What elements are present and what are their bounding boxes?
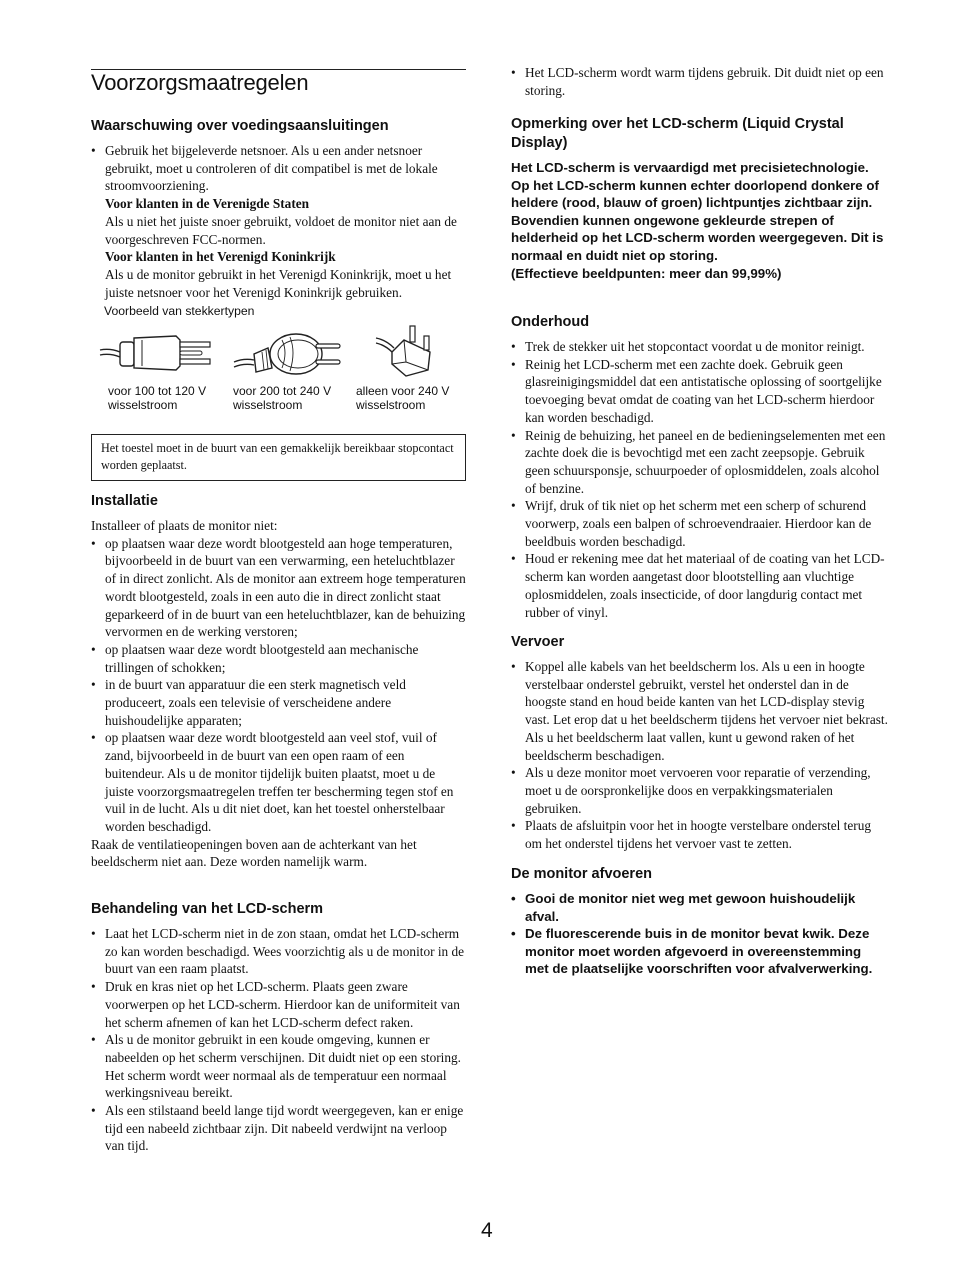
power-section [91,117,466,301]
install-intro: Installeer of plaats de monitor niet: [91,518,278,533]
install-section [91,492,466,871]
disposal-bullet: • De fluorescerende buis in de monitor bevat kwik. Deze monitor moet worden afgevoerd in overeenstemming met de plaatselijke voorschriften voor afvalverwerking. [511,925,888,978]
handling-bullet: • Het LCD-scherm wordt warm tijdens gebruik. Dit duidt niet op een storing. [511,64,888,99]
uk-heading: Voor klanten in het Verenigd Koninkrijk [105,249,336,265]
maintenance-bullet: • Reinig de behuizing, het paneel en de bedieningselementen met een zachte doek die is bevochtigd met een zacht zeepsopje. Gebruik geen schuursponsje, schuurpoeder of oplosmiddelen, zoals alcohol of benzine. [511,427,888,498]
disposal-section [511,865,888,978]
install-bullet: • op plaatsen waar deze wordt blootgesteld aan veel stof, vuil of zand, bijvoorbeeld in de buurt van een open raam of een buitendeur. Als u de monitor tijdelijk buiten plaatst, moet u de juiste voorzorgsmaatregelen treffen ter bescherming tegen stof en vuil in de lucht. Als u dit niet doet, kan het toestel onherstelbaar worden beschadigd. [91,729,466,835]
plug-caption: Voorbeeld van stekkertypen [104,304,255,318]
transport-bullet: • Plaats de afsluitpin voor het in hoogte verstelbare onderstel terug om het onderstel tijdens het vervoer vast te zetten. [511,817,888,852]
power-bullet: • Gebruik het bijgeleverde netsnoer. Als u een ander netsnoer gebruikt, moet u controleren of dit compatibel is met de lokale stroomvoorziening. [91,142,466,195]
handling-bullet: • Als een stilstaand beeld lange tijd wordt weergegeven, kan er enige tijd een nabeeld zichtbaar zijn. Dit nabeeld verdwijnt na verloop van tijd. [91,1102,466,1155]
install-bullet: • op plaatsen waar deze wordt blootgesteld aan hoge temperaturen, bijvoorbeeld in de buurt van een verwarming, een heteluchtblazer of in direct zonlicht. Als de monitor aan extreem hoge temperaturen wordt blootgesteld, zoals in een auto die in direct zonlicht staat geparkeerd of in de buurt van een heteluchtblazer, kan de behuizing vervormen en de werking verstoren; [91,535,466,641]
transport-heading: Vervoer [511,634,565,650]
plug-label-uk: alleen voor 240 V wisselstroom [356,384,450,412]
install-outro: Raak de ventilatieopeningen boven aan de achterkant van het beeldscherm niet aan. Deze worden namelijk warm. [91,836,417,870]
maintenance-heading: Onderhoud [511,314,590,330]
page-title: Voorzorgsmaatregelen [91,70,309,95]
install-bullet: • op plaatsen waar deze wordt blootgesteld aan mechanische trillingen of schokken; [91,641,466,676]
plug-label-us: voor 100 tot 120 V wisselstroom [108,384,207,412]
page-number: 4 [481,1219,493,1242]
lcd-note-heading: Opmerking over het LCD-scherm (Liquid Crystal Display) [511,116,844,151]
note-box: Het toestel moet in de buurt van een gemakkelijk bereikbaar stopcontact worden geplaatst. [91,434,466,481]
handling-heading: Behandeling van het LCD-scherm [91,901,324,917]
plug-eu-icon [232,322,347,382]
install-bullet: • in de buurt van apparatuur die een sterk magnetisch veld produceert, zoals een televisie of verscheidene andere huishoudelijke apparaten; [91,676,466,729]
transport-bullet: • Als u deze monitor moet vervoeren voor reparatie of verzending, moet u de oorspronkelijke doos en verpakkingsmaterialen gebruiken. [511,764,888,817]
maintenance-bullet: • Reinig het LCD-scherm met een zachte doek. Gebruik geen glasreinigingsmiddel dat een antistatische oplossing of soortgelijke toevoeging bevat omdat de coating van het LCD-scherm hierdoor kan worden beschadigd. [511,356,888,427]
handling-bullet: • Als u de monitor gebruikt in een koude omgeving, kunnen er nabeelden op het scherm verschijnen. Dit duidt niet op een storing. Het scherm wordt weer normaal als de temperatuur een normaal werkingsniveau bereikt. [91,1031,466,1102]
lcd-note-body: Het LCD-scherm is vervaardigd met precisietechnologie. Op het LCD-scherm kunnen echter doorlopend donkere of heldere (rood, blauw of groen) lichtpuntjes zichtbaar zijn. Bovendien kunnen ongewone gekleurde strepen of helderheid op het LCD-scherm worden weergegeven. Dit is normaal en duidt niet op storing. [511,160,884,263]
us-text: Als u niet het juiste snoer gebruikt, voldoet de monitor niet aan de voorgeschreven FCC-normen. [105,213,457,247]
maintenance-section [511,313,888,621]
uk-text: Als u de monitor gebruikt in het Verenigd Koninkrijk, moet u het juiste netsnoer voor het Verenigd Koninkrijk gebruiken. [105,266,452,300]
handling-bullet: • Laat het LCD-scherm niet in de zon staan, omdat het LCD-scherm zo kan worden beschadigd. Wees voorzichtig als u de monitor in de buurt van een raam plaatst. [91,925,466,978]
install-heading: Installatie [91,493,158,509]
transport-section [511,633,888,853]
plug-uk-icon [372,322,442,382]
transport-bullet: • Koppel alle kabels van het beeldscherm los. Als u een in hoogte verstelbaar onderstel gebruikt, verstel het onderstel dan in de hoogste stand en houd beide kanten van het LCD-display stevig vast. Let erop dat u het beeldscherm tijdens het vervoer niet bekrast. Als u het beeldscherm laat vallen, kunt u gewond raken of het beeldscherm beschadigen. [511,658,888,764]
maintenance-bullet: • Houd er rekening mee dat het materiaal of de coating van het LCD-scherm kan worden aangetast door blootstelling aan vluchtige oplosmiddelen, zoals insecticide, of door langdurig contact met rubber of vinyl. [511,550,888,621]
handling-bullet: • Druk en kras niet op het LCD-scherm. Plaats geen zware voorwerpen op het LCD-scherm. Hierdoor kan de uniformiteit van het scherm afnemen of kan het LCD-scherm defect raken. [91,978,466,1031]
power-heading: Waarschuwing over voedingsaansluitingen [91,118,389,134]
us-heading: Voor klanten in de Verenigde Staten [105,196,310,212]
disposal-heading: De monitor afvoeren [511,866,652,882]
maintenance-bullet: • Trek de stekker uit het stopcontact voordat u de monitor reinigt. [511,338,888,356]
plug-us-icon [98,322,218,382]
lcd-note-effective: (Effectieve beeldpunten: meer dan 99,99%) [511,265,782,281]
disposal-bullet: • Gooi de monitor niet weg met gewoon huishoudelijk afval. [511,890,888,925]
plug-label-eu: voor 200 tot 240 V wisselstroom [233,384,332,412]
handling-section [91,900,466,1155]
handling-continued [511,64,888,99]
maintenance-bullet: • Wrijf, druk of tik niet op het scherm met een scherp of schurend voorwerp, zoals een balpen of schroevendraaier. Hierdoor kan de beeldbuis worden beschadigd. [511,497,888,550]
lcd-note-section [511,115,888,282]
